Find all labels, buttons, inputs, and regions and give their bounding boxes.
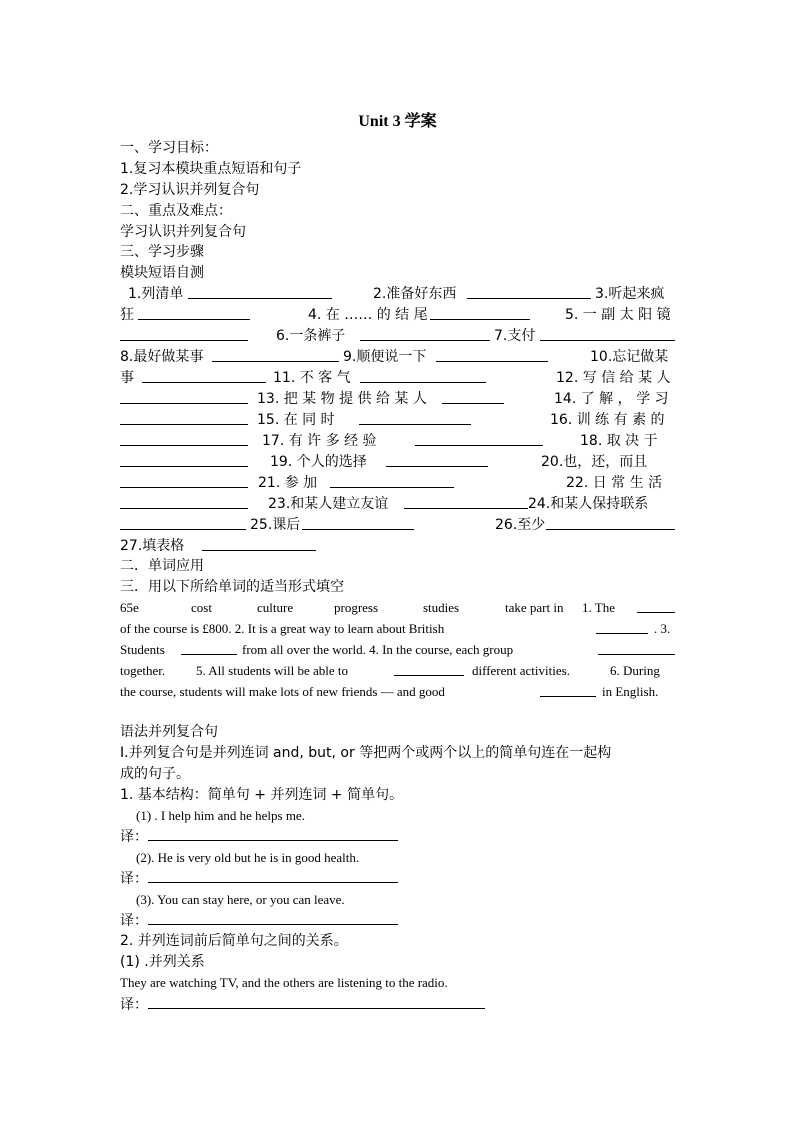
answer-blank[interactable] <box>202 536 316 551</box>
phrase-row-4 <box>120 347 675 367</box>
key-points-heading: 二、重点及难点： <box>120 203 232 219</box>
answer-blank[interactable] <box>404 494 528 509</box>
phrase-23: 23.和某人建立友谊 <box>268 496 389 512</box>
exercise-text: together. <box>120 663 166 678</box>
phrase-14: 14. 了 解 ， 学 习 <box>554 391 669 407</box>
exercise-text: . 3. <box>654 621 671 636</box>
vocab-heading: 二．单词应用 <box>120 558 204 574</box>
grammar-intro: Ⅰ.并列复合句是并列连词 and, but, or 等把两个或两个以上的简单句连在一起构 <box>120 745 612 761</box>
exercise-text: of the course is £800. 2. It is a great way to learn about British <box>120 621 445 636</box>
phrase-row-6 <box>120 389 675 409</box>
answer-blank[interactable] <box>120 326 248 341</box>
word-bank-item: culture <box>257 600 294 615</box>
word-bank-item: cost <box>191 600 212 615</box>
translate-label: 译： <box>120 871 148 887</box>
answer-blank[interactable] <box>142 368 266 383</box>
phrase-5: 5. 一 副 太 阳 镜 <box>565 307 671 323</box>
basic-structure: 1. 基本结构：简单句 + 并列连词 + 简单句。 <box>120 787 404 803</box>
phrase-18: 18. 取 决 于 <box>580 433 658 449</box>
word-bank-item: take part in <box>505 600 564 615</box>
phrase-row-12 <box>120 515 675 535</box>
phrase-27: 27.填表格 <box>120 538 185 554</box>
goals-heading: 一、学习目标： <box>120 140 218 156</box>
phrase-10a: 10.忘记做某 <box>590 349 669 365</box>
phrase-8: 8.最好做某事 <box>120 349 204 365</box>
phrase-2: 2.准备好东西 <box>373 286 457 302</box>
answer-blank[interactable] <box>442 389 504 404</box>
grammar-heading: 语法并列复合句 <box>120 724 218 740</box>
answer-blank[interactable] <box>148 826 398 841</box>
exercise-text: different activities. <box>472 663 570 678</box>
phrase-row-1 <box>120 284 675 304</box>
phrase-25: 25.课后 <box>250 517 301 533</box>
answer-blank[interactable] <box>120 431 248 446</box>
phrase-16: 16. 训 练 有 素 的 <box>550 412 665 428</box>
translation-line-4 <box>120 994 485 1015</box>
answer-blank[interactable] <box>188 284 332 299</box>
answer-blank[interactable] <box>120 473 248 488</box>
phrase-22: 22. 日 常 生 活 <box>566 475 663 491</box>
answer-blank[interactable] <box>467 284 591 299</box>
answer-blank[interactable] <box>212 347 339 362</box>
answer-blank[interactable] <box>637 598 675 613</box>
answer-blank[interactable] <box>302 515 414 530</box>
phrase-row-5 <box>120 368 675 388</box>
phrase-11: 11. 不 客 气 <box>273 370 351 386</box>
answer-blank[interactable] <box>120 515 246 530</box>
translation-line-3 <box>120 910 398 931</box>
word-bank-item: progress <box>334 600 379 615</box>
phrase-row-13 <box>120 536 675 556</box>
translate-label: 译： <box>120 913 148 929</box>
answer-blank[interactable] <box>386 452 488 467</box>
phrase-17: 17. 有 许 多 经 验 <box>262 433 377 449</box>
phrase-row-9 <box>120 452 675 472</box>
goal-1: 1.复习本模块重点短语和句子 <box>120 161 302 177</box>
answer-blank[interactable] <box>394 661 464 676</box>
exercise-text: the course, students will make lots of new friends — and good <box>120 684 445 699</box>
answer-blank[interactable] <box>546 515 675 530</box>
answer-blank[interactable] <box>359 410 471 425</box>
exercise-text: 5. All students will be able to <box>196 663 349 678</box>
translation-line-2 <box>120 868 398 889</box>
translate-label: 译： <box>120 829 148 845</box>
sentence-1-start: 1. The <box>582 600 615 615</box>
relation-1: (1) .并列关系 <box>120 954 205 970</box>
exercise-text: 6. During <box>610 663 660 678</box>
phrase-row-11 <box>120 494 675 514</box>
phrase-row-2 <box>120 305 675 325</box>
exercise-text: Students <box>120 642 165 657</box>
word-bank-item: studies <box>423 600 460 615</box>
phrase-3b: 狂 <box>120 307 134 323</box>
fill-in-heading: 三．用以下所给单词的适当形式填空 <box>120 579 344 595</box>
answer-blank[interactable] <box>598 640 675 655</box>
answer-blank[interactable] <box>360 368 486 383</box>
steps-heading: 三、学习步骤 <box>120 244 204 260</box>
example-4: They are watching TV, and the others are listening to the radio. <box>120 975 448 990</box>
translate-label: 译： <box>120 997 148 1013</box>
phrase-4: 4. 在 …… 的 结 尾 <box>308 307 428 323</box>
answer-blank[interactable] <box>540 326 675 341</box>
phrase-9: 9.顺便说一下 <box>343 349 427 365</box>
answer-blank[interactable] <box>181 640 237 655</box>
exercise-text: from all over the world. 4. In the course, each group <box>242 642 514 657</box>
answer-blank[interactable] <box>120 389 248 404</box>
answer-blank[interactable] <box>430 305 530 320</box>
phrase-21: 21. 参 加 <box>258 475 318 491</box>
example-1: (1) . I help him and he helps me. <box>136 808 305 823</box>
translation-line-1 <box>120 826 398 847</box>
phrase-24: 24.和某人保持联系 <box>528 496 649 512</box>
phrase-row-10 <box>120 473 675 493</box>
phrase-3a: 3.听起来疯 <box>595 286 665 302</box>
example-3: (3). You can stay here, or you can leave. <box>136 892 345 907</box>
answer-blank[interactable] <box>360 326 490 341</box>
answer-blank[interactable] <box>436 347 548 362</box>
phrase-15: 15. 在 同 时 <box>257 412 335 428</box>
phrase-13: 13. 把 某 物 提 供 给 某 人 <box>257 391 427 407</box>
grammar-intro-cont: 成的句子。 <box>120 766 190 782</box>
word-bank-item: 65e <box>120 600 139 615</box>
phrase-row-3 <box>120 326 675 346</box>
phrase-12: 12. 写 信 给 某 人 <box>556 370 671 386</box>
relation-heading: 2. 并列连词前后简单句之间的关系。 <box>120 933 348 949</box>
page-title: Unit 3 学案 <box>358 113 437 130</box>
phrase-6: 6.一条裤子 <box>276 328 346 344</box>
answer-blank[interactable] <box>148 910 398 925</box>
phrase-10b: 事 <box>120 370 134 386</box>
phrase-row-8 <box>120 431 675 451</box>
phrase-20: 20.也，还，而且 <box>541 454 648 470</box>
answer-blank[interactable] <box>415 431 543 446</box>
answer-blank[interactable] <box>540 682 596 697</box>
answer-blank[interactable] <box>148 994 485 1009</box>
exercise-text: in English. <box>602 684 659 699</box>
phrase-row-7 <box>120 410 675 430</box>
key-points-text: 学习认识并列复合句 <box>120 224 246 240</box>
answer-blank[interactable] <box>120 452 248 467</box>
answer-blank[interactable] <box>138 305 250 320</box>
answer-blank[interactable] <box>330 473 454 488</box>
answer-blank[interactable] <box>120 494 248 509</box>
phrase-1: 1.列清单 <box>128 286 184 302</box>
example-2: (2). He is very old but he is in good health. <box>136 850 360 865</box>
answer-blank[interactable] <box>120 410 248 425</box>
goal-2: 2.学习认识并列复合句 <box>120 182 260 198</box>
answer-blank[interactable] <box>596 619 648 634</box>
answer-blank[interactable] <box>148 868 398 883</box>
phrase-test-heading: 模块短语自测 <box>120 265 204 281</box>
phrase-19: 19. 个人的选择 <box>270 454 367 470</box>
phrase-7: 7.支付 <box>494 328 536 344</box>
phrase-26: 26.至少 <box>495 517 546 533</box>
